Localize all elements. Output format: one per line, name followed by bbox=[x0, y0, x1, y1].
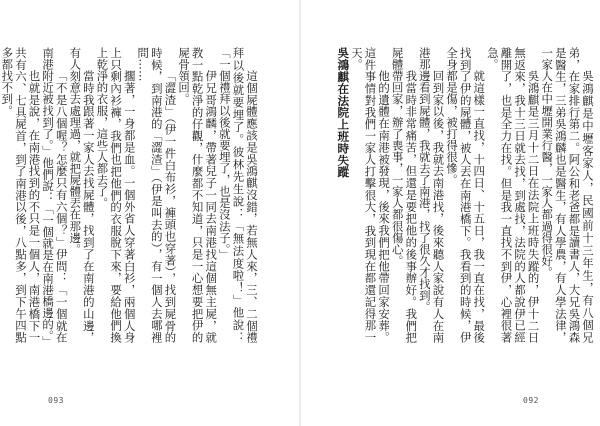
right-paragraph: 回到家以後，我就去南港找，後來聽人家說有人在南港那邊看到屍體，我就去了南港，找了很久才找到。 bbox=[417, 47, 446, 343]
right-paragraph: 就這樣一直找，十四日、十五日，我一直在找，最後找到了伊的屍體，被人丟在南港橋下。我看到的時候，伊全身都是傷，被打得很慘。 bbox=[445, 47, 487, 343]
section-heading: 吳鴻麒在法院上班時失蹤 bbox=[336, 47, 351, 178]
right-paragraph: 吳鴻麒是中壢客家人，民國前十三年生，有八個兄弟，在家排行第二。阿公和老爸都是讀書人，大兄吳鴻森是醫生，三弟吳鴻麟也是醫生，有人學農，有人學法律，一家人在中壢開業行醫，一家人都過得很好。 bbox=[540, 47, 595, 343]
right-paragraph: 他的遺體在南港被發現，後來我們把他帶回家安葬。這件事情對我們一家人打擊很大，我到現在都還記得那一天。 bbox=[349, 47, 392, 343]
right-paragraph: 吳鴻麒是三月十二日在法院上班時失蹤的，伊十二日無返來，我十三日就去找，到處找，法院的人都說伊已經離開了，也是全力在找。但是我一直找不到伊，心裡很著急。 bbox=[485, 47, 541, 343]
left-text-block bbox=[0, 47, 259, 348]
left-paragraph: 「不是八個喔？怎麼只有六個？」伊問：「一個就在南港附近被找到了。」他們說：「一個就是在南港橋邊的。」 bbox=[41, 47, 69, 348]
page-number-left: 093 bbox=[48, 396, 64, 405]
left-paragraph: 擱著，一身都是血。一個外省人穿著白衫，兩個人身上只剩內衫褲，我們也把他們的衣服脫下來，要給他們換上乾淨的衣服，這些人都去了。 bbox=[95, 47, 137, 343]
right-text-block bbox=[336, 47, 595, 343]
page-number-right: 092 bbox=[523, 396, 539, 405]
left-paragraph: 「澀渣」（伊一件白布衫，褲頭也穿著），找到屍骨的時候，到南港的「澀渣」（伊是叫去的），有一個人去哪裡問…… bbox=[136, 47, 178, 343]
left-paragraph: 這個屍體應該是吳鴻麒沒錯，若無人來，三、二個禮拜以後就要埋了。彼林先生說：「無法度啦！」他說：「一個禮拜以後就要埋了，也是沒法子。」 bbox=[217, 47, 259, 343]
right-paragraph: 我當時非常痛苦，但還是要把他的後事辦好。我們把屍體帶回家，辦了喪事，一家人都很傷心。 bbox=[390, 47, 419, 343]
left-paragraph: 當時我跟著一家人去找屍體，找到了在南港的山邊，有人刻意去處理過，就把屍體丟在那邊。 bbox=[68, 47, 96, 343]
left-paragraph: 伊兄哥鴻麟，帶著兒子一同去南港找這個無主屍，就教一點乾淨的仔觀，什麼都不知道，只是一心想要把伊的屍骨領回。 bbox=[177, 47, 219, 343]
right-page bbox=[300, 0, 600, 426]
left-paragraph: 也就是說，在南港找到的不只是一個人，南港橋下一共有六、七具屍首，到了南港以後，八點多，到下午四點多都找不到。 bbox=[0, 47, 42, 343]
